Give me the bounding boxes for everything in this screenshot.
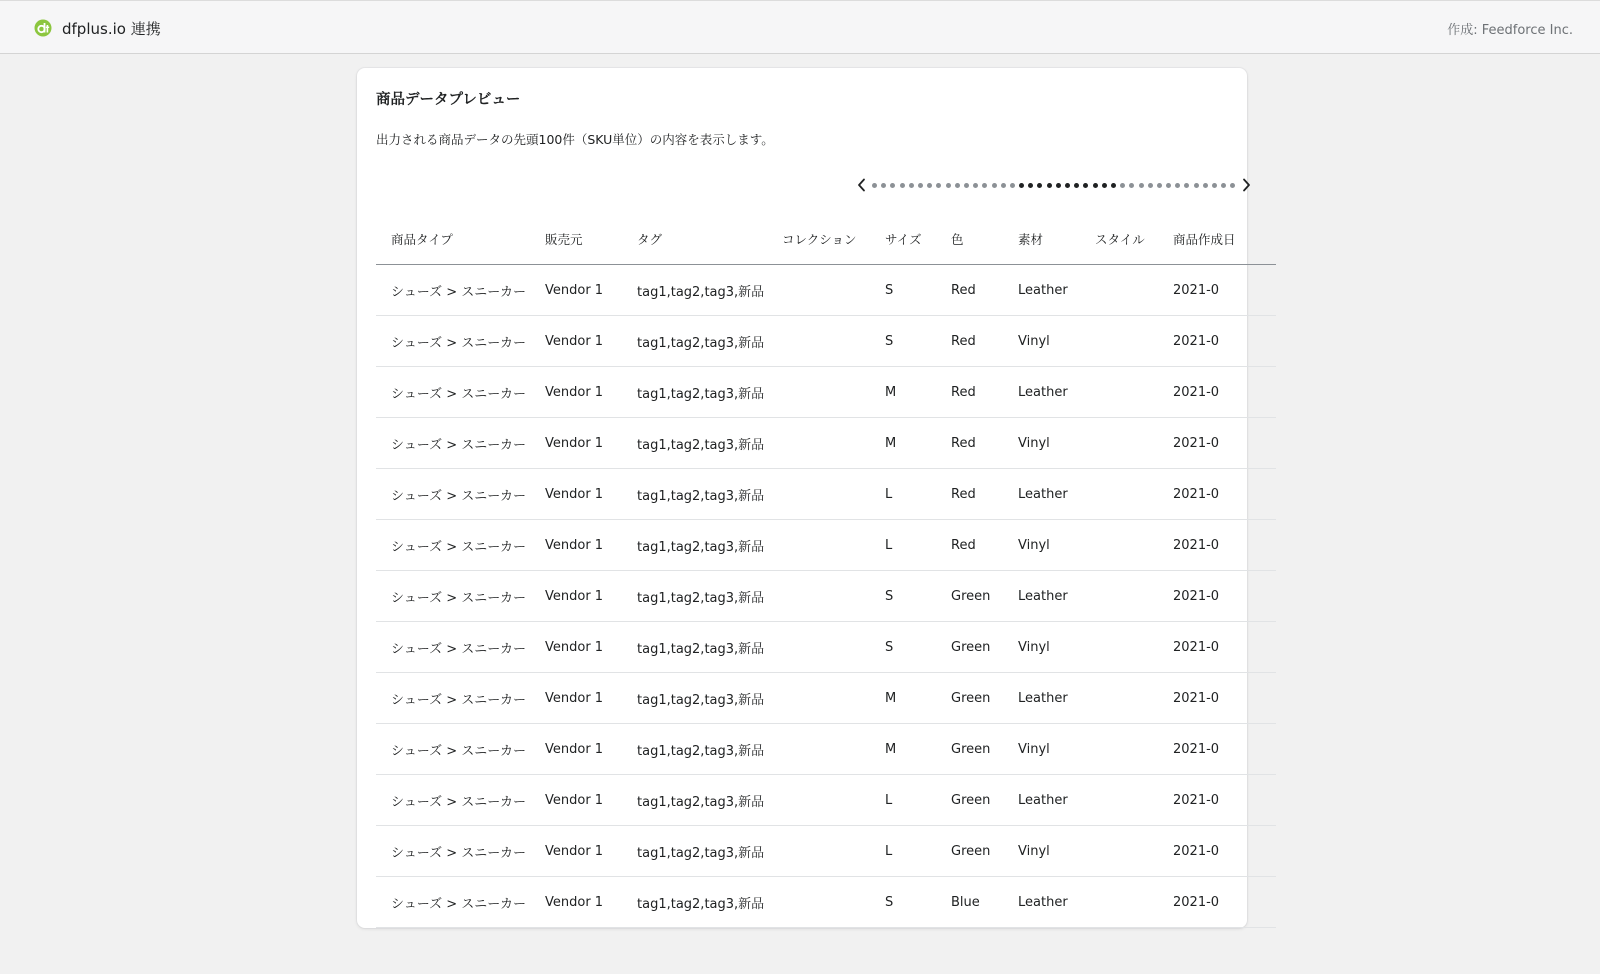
table-cell [1080,520,1158,571]
pager-dot[interactable] [1037,183,1042,188]
table-row [376,775,1276,826]
table-cell [767,826,870,877]
table-cell: L [870,775,936,826]
table-cell: tag1,tag2,tag3,新品 [622,826,767,877]
table-row [376,469,1276,520]
table-cell: Green [936,622,1003,673]
table-cell [767,469,870,520]
pager-dot[interactable] [1157,183,1162,188]
pager-dot[interactable] [872,183,877,188]
pager-dot[interactable] [946,183,951,188]
table-row [376,265,1276,316]
table-cell: Vendor 1 [530,469,622,520]
pager-dots [870,183,1238,188]
table-cell: シューズ > スニーカー [376,520,530,571]
table-cell: Vendor 1 [530,877,622,928]
chevron-right-icon[interactable] [1240,176,1254,194]
table-cell: tag1,tag2,tag3,新品 [622,520,767,571]
table-cell: Red [936,418,1003,469]
table-cell [1080,622,1158,673]
chevron-left-icon[interactable] [854,176,868,194]
table-cell: シューズ > スニーカー [376,724,530,775]
table-cell: Red [936,367,1003,418]
table-cell: シューズ > スニーカー [376,316,530,367]
scroll-pager [854,176,1254,194]
table-cell: Vinyl [1003,622,1080,673]
table-cell: シューズ > スニーカー [376,622,530,673]
table-cell [767,316,870,367]
table-cell: 2021-0 [1158,724,1276,775]
table-header-row [376,214,1276,265]
table-cell: Leather [1003,265,1080,316]
table-cell [767,571,870,622]
pager-dot[interactable] [1047,183,1052,188]
table-cell [767,418,870,469]
table-cell: M [870,418,936,469]
table-cell [1080,418,1158,469]
table-cell: Vendor 1 [530,571,622,622]
column-header: タグ [622,214,767,265]
table-cell: tag1,tag2,tag3,新品 [622,469,767,520]
table-cell: 2021-0 [1158,469,1276,520]
table-cell: 2021-0 [1158,673,1276,724]
pager-dot[interactable] [955,183,960,188]
table-cell: 2021-0 [1158,367,1276,418]
table-cell: M [870,673,936,724]
pager-dot[interactable] [1093,183,1098,188]
pager-dot[interactable] [1148,183,1153,188]
table-cell: Blue [936,877,1003,928]
pager-dot[interactable] [909,183,914,188]
table-cell: シューズ > スニーカー [376,265,530,316]
card-title: 商品データプレビュー [376,92,521,108]
table-cell: Vendor 1 [530,622,622,673]
table-cell: Vendor 1 [530,673,622,724]
table-cell: Vinyl [1003,520,1080,571]
table-cell: 2021-0 [1158,520,1276,571]
table-cell: シューズ > スニーカー [376,367,530,418]
table-cell [767,265,870,316]
table-cell [1080,469,1158,520]
table-cell: M [870,724,936,775]
table-cell: tag1,tag2,tag3,新品 [622,673,767,724]
table-cell: Leather [1003,775,1080,826]
table-row [376,520,1276,571]
table-cell: M [870,367,936,418]
table-cell: tag1,tag2,tag3,新品 [622,622,767,673]
table-cell: Red [936,520,1003,571]
table-cell: シューズ > スニーカー [376,775,530,826]
table-cell [1080,826,1158,877]
table-cell [1080,775,1158,826]
table-cell: 2021-0 [1158,316,1276,367]
table-cell: S [870,316,936,367]
table-cell: tag1,tag2,tag3,新品 [622,724,767,775]
table-cell: Vendor 1 [530,418,622,469]
column-header: 商品タイプ [376,214,530,265]
pager-dot[interactable] [1194,183,1199,188]
pager-dot[interactable] [1212,183,1217,188]
table-row [376,826,1276,877]
column-header: 色 [936,214,1003,265]
table-cell: tag1,tag2,tag3,新品 [622,775,767,826]
table-row [376,877,1276,928]
table-cell [1080,877,1158,928]
table-cell: Leather [1003,367,1080,418]
table-cell [767,520,870,571]
column-header: コレクション [767,214,870,265]
table-cell [767,775,870,826]
preview-card [357,68,1247,928]
pager-dot[interactable] [918,183,923,188]
table-cell [767,673,870,724]
pager-dot[interactable] [900,183,905,188]
table-cell [1080,571,1158,622]
table-cell: 2021-0 [1158,622,1276,673]
table-cell: Vendor 1 [530,316,622,367]
table-row [376,316,1276,367]
pager-dot[interactable] [982,183,987,188]
product-data-table [376,214,1276,928]
table-cell: 2021-0 [1158,877,1276,928]
table-cell: シューズ > スニーカー [376,877,530,928]
table-cell: Green [936,826,1003,877]
table-cell: Vendor 1 [530,775,622,826]
table-cell: Green [936,571,1003,622]
pager-dot[interactable] [964,183,969,188]
table-cell: シューズ > スニーカー [376,571,530,622]
pager-dot[interactable] [1175,183,1180,188]
table-row [376,622,1276,673]
table-cell: Vinyl [1003,316,1080,367]
table-cell: Vendor 1 [530,367,622,418]
pager-dot[interactable] [1184,183,1189,188]
column-header: 商品作成日 [1158,214,1276,265]
pager-dot[interactable] [1221,183,1226,188]
top-bar [0,0,1600,54]
table-cell: Leather [1003,469,1080,520]
table-cell: tag1,tag2,tag3,新品 [622,418,767,469]
table-cell: Vendor 1 [530,826,622,877]
table-cell: Leather [1003,877,1080,928]
table-cell [767,367,870,418]
table-cell: Leather [1003,571,1080,622]
table-cell: 2021-0 [1158,418,1276,469]
table-cell: tag1,tag2,tag3,新品 [622,367,767,418]
table-cell: Green [936,673,1003,724]
table-cell: tag1,tag2,tag3,新品 [622,877,767,928]
pager-dot[interactable] [1065,183,1070,188]
table-cell: L [870,826,936,877]
pager-dot[interactable] [992,183,997,188]
pager-dot[interactable] [1056,183,1061,188]
pager-dot[interactable] [936,183,941,188]
pager-dot[interactable] [1010,183,1015,188]
pager-dot[interactable] [1028,183,1033,188]
pager-dot[interactable] [1230,183,1235,188]
table-cell [1080,724,1158,775]
table-cell [1080,316,1158,367]
table-body [376,265,1276,928]
table-cell: tag1,tag2,tag3,新品 [622,316,767,367]
table-cell: S [870,622,936,673]
table-cell [1080,265,1158,316]
table-cell [767,622,870,673]
table-row [376,724,1276,775]
table-row [376,367,1276,418]
table-cell: tag1,tag2,tag3,新品 [622,571,767,622]
pager-dot[interactable] [1019,183,1024,188]
pager-dot[interactable] [1166,183,1171,188]
table-cell: シューズ > スニーカー [376,469,530,520]
pager-dot[interactable] [1120,183,1125,188]
table-cell: Vinyl [1003,418,1080,469]
column-header: 素材 [1003,214,1080,265]
column-header: スタイル [1080,214,1158,265]
table-cell: シューズ > スニーカー [376,673,530,724]
table-scroll-area[interactable] [376,214,1236,974]
column-header: 販売元 [530,214,622,265]
table-cell [1080,673,1158,724]
pager-dot[interactable] [1111,183,1116,188]
table-cell: シューズ > スニーカー [376,418,530,469]
table-cell: 2021-0 [1158,571,1276,622]
app-title: dfplus.io 連携 [62,19,161,38]
table-cell: Leather [1003,673,1080,724]
table-cell: L [870,520,936,571]
table-cell: Green [936,775,1003,826]
table-cell: Red [936,316,1003,367]
table-row [376,571,1276,622]
pager-dot[interactable] [1083,183,1088,188]
table-cell: Vendor 1 [530,265,622,316]
pager-dot[interactable] [1074,183,1079,188]
pager-dot[interactable] [927,183,932,188]
pager-dot[interactable] [890,183,895,188]
table-cell: シューズ > スニーカー [376,826,530,877]
table-cell: S [870,265,936,316]
table-cell [767,724,870,775]
author-credit: 作成: Feedforce Inc. [1447,23,1573,38]
table-cell: S [870,571,936,622]
table-cell: 2021-0 [1158,265,1276,316]
table-cell: Red [936,265,1003,316]
brand [34,17,161,39]
card-description: 出力される商品データの先頭100件（SKU単位）の内容を表示します。 [376,132,774,147]
table-cell [767,877,870,928]
pager-dot[interactable] [881,183,886,188]
pager-dot[interactable] [1001,183,1006,188]
table-cell: S [870,877,936,928]
table-cell: 2021-0 [1158,826,1276,877]
dfplus-logo-icon [34,19,52,37]
table-cell: Vendor 1 [530,724,622,775]
table-row [376,673,1276,724]
pager-dot[interactable] [1129,183,1134,188]
pager-dot[interactable] [973,183,978,188]
pager-dot[interactable] [1139,183,1144,188]
pager-dot[interactable] [1203,183,1208,188]
pager-dot[interactable] [1102,183,1107,188]
table-cell: L [870,469,936,520]
table-cell: tag1,tag2,tag3,新品 [622,265,767,316]
table-cell: 2021-0 [1158,775,1276,826]
table-cell: Vinyl [1003,826,1080,877]
table-cell [1080,367,1158,418]
column-header: サイズ [870,214,936,265]
table-cell: Green [936,724,1003,775]
table-cell: Vinyl [1003,724,1080,775]
table-cell: Red [936,469,1003,520]
table-cell: Vendor 1 [530,520,622,571]
table-row [376,418,1276,469]
